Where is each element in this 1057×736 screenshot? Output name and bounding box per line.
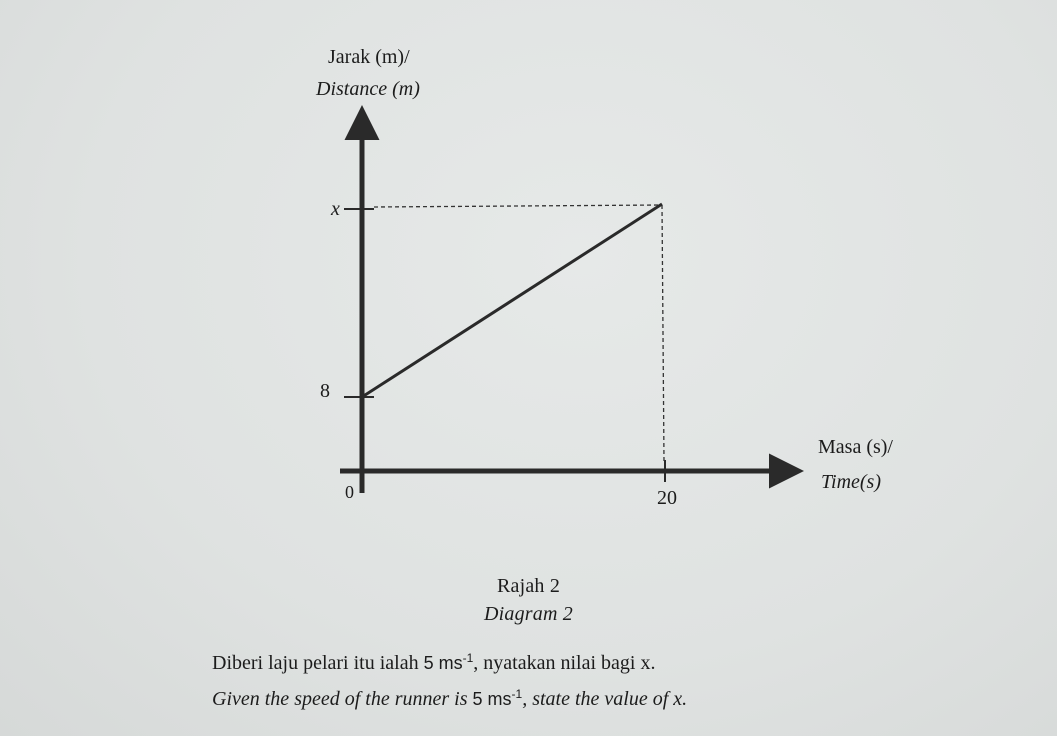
y-axis-label-en: Distance (m) [316, 78, 420, 100]
x-axis-label-ms: Masa (s)/ [818, 436, 893, 458]
origin-label: 0 [345, 482, 354, 502]
x-tick-label-20: 20 [657, 487, 677, 509]
guide-horizontal-x [374, 205, 662, 207]
question-en-before: Given the speed of the runner is [212, 688, 468, 710]
question-ms-after: , nyatakan nilai bagi x. [473, 652, 656, 674]
guide-vertical-20 [662, 205, 664, 462]
question-en-speed: 5 $ms^{-1}$ [472, 687, 523, 709]
question-ms-before: Diberi laju pelari itu ialah [212, 652, 419, 674]
question-text-ms [212, 651, 655, 675]
y-tick-label-x: x [331, 198, 340, 220]
figure-caption-ms: Rajah 2 [496, 575, 561, 597]
distance-time-line [362, 204, 662, 397]
x-axis-label-en: Time(s) [821, 471, 881, 493]
question-en-after: , state the value of x. [522, 688, 688, 710]
y-axis-label-ms: Jarak (m)/ [328, 46, 410, 68]
figure-caption-en: Diagram 2 [483, 603, 574, 625]
y-tick-label-8: 8 [320, 380, 330, 402]
question-ms-speed: 5 $ms^{-1}$ [423, 651, 474, 673]
question-text-en [212, 687, 687, 711]
